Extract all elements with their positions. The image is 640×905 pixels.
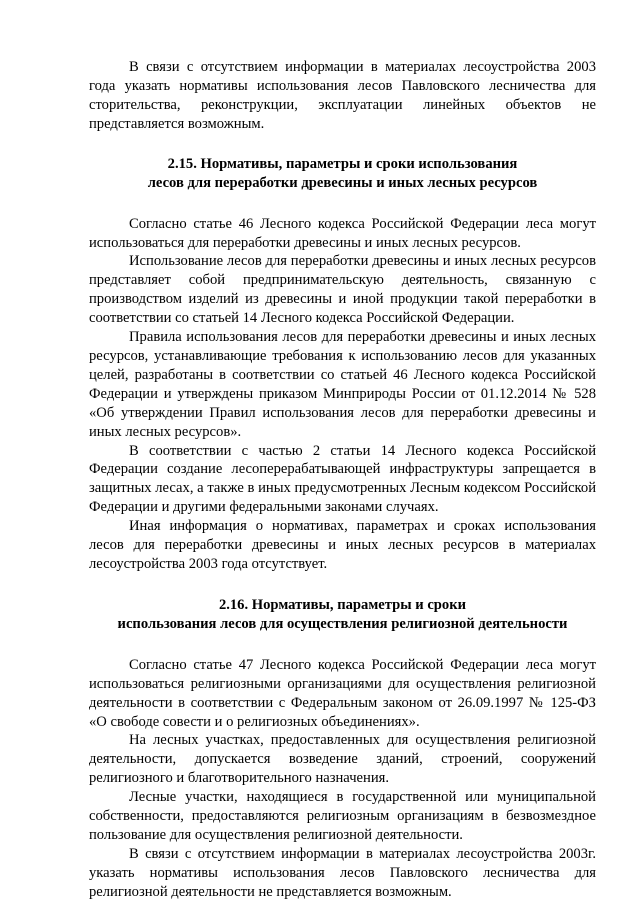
- section-2-15-title-line-1: 2.15. Нормативы, параметры и сроки использования: [167, 155, 518, 172]
- section-2-15-paragraph: Правила использования лесов для переработки древесины и иных лесных ресурсов, устанавливающие требования к использованию лесов для указанных целей, разработаны в соответствии со статьей 46 Лесного кодекса Российской Федерации и утверждены приказом Минприроды России от 01.12.2014 № 528 «Об утверждении Правил использования лесов для переработки древесины и иных лесных ресурсов».: [89, 329, 596, 440]
- section-2-16-paragraph: В связи с отсутствием информации в материалах лесоустройства 2003г. указать нормативы использования лесов Павловского лесничества для религиозной деятельности не представляется возможным.: [89, 845, 596, 900]
- section-2-15-title: [89, 155, 596, 193]
- section-2-16-title: [89, 596, 596, 634]
- section-2-16: [89, 596, 596, 902]
- section-2-16-paragraph: Согласно статье 47 Лесного кодекса Российской Федерации леса могут использоваться религиозными организациями для осуществления религиозной деятельности в соответствии с Федеральным законом от 26.09.1997 № 125-ФЗ «О свободе совести и о религиозных объединениях».: [89, 656, 596, 730]
- section-2-15-paragraph: Согласно статье 46 Лесного кодекса Российской Федерации леса могут использоваться для переработки древесины и иных лесных ресурсов.: [89, 215, 596, 251]
- intro-paragraph: В связи с отсутствием информации в материалах лесоустройства 2003 года указать нормативы использования лесов Павловского лесничества для сторительства, реконструкции, эксплуатации линейных объектов не представляется возможным.: [89, 59, 596, 132]
- section-2-15-paragraph: Использование лесов для переработки древесины и иных лесных ресурсов представляет собой предпринимательскую деятельность, связанную с производством изделий из древесины и иной продукции такой переработки в соответствии со статьей 14 Лесного кодекса Российской Федерации.: [89, 253, 596, 327]
- section-2-16-paragraph: На лесных участках, предоставленных для осуществления религиозной деятельности, допускается возведение зданий, строений, сооружений религиозного и благотворительного назначения.: [89, 732, 596, 787]
- section-2-16-title-line-2: использования лесов для осуществления религиозной деятельности: [117, 615, 568, 632]
- section-2-16-title-line-1: 2.16. Нормативы, параметры и сроки: [218, 596, 467, 613]
- section-2-15: [89, 155, 596, 574]
- document-page: [89, 58, 596, 902]
- section-2-15-paragraph: Иная информация о нормативах, параметрах и сроках использования лесов для переработки древесины и иных лесных ресурсов в материалах лесоустройства 2003 года отсутствует.: [89, 518, 596, 572]
- section-2-15-paragraph: В соответствии с частью 2 статьи 14 Лесного кодекса Российской Федерации создание лесоперерабатывающей инфраструктуры запрещается в защитных лесах, а также в иных предусмотренных Лесным кодексом Российской Федерации и другими федеральными законами случаях.: [89, 442, 596, 516]
- section-2-15-title-line-2: лесов для переработки древесины и иных лесных ресурсов: [147, 174, 538, 191]
- section-2-16-paragraph: Лесные участки, находящиеся в государственной или муниципальной собственности, предоставляются религиозным организациям в безвозмездное пользование для осуществления религиозной деятельности.: [89, 789, 596, 843]
